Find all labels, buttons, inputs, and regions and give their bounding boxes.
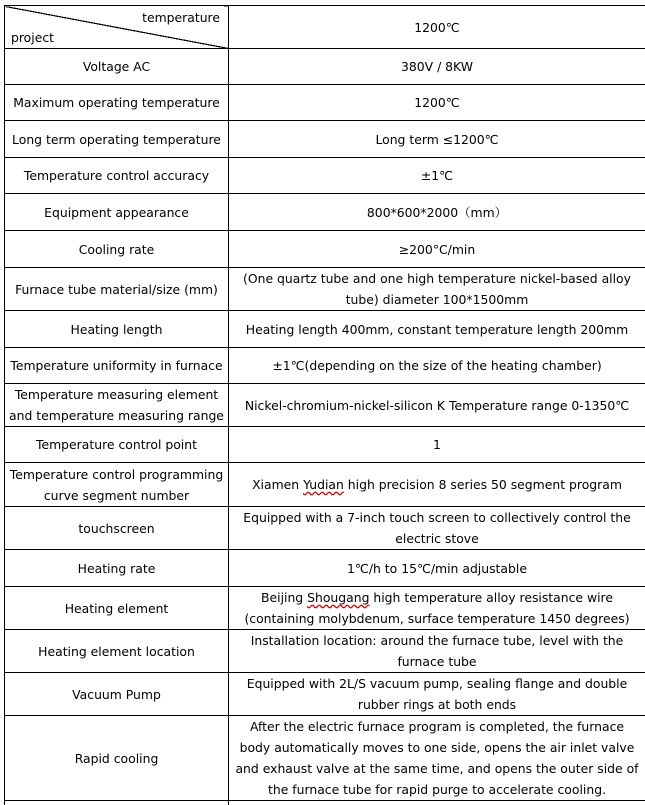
row-label: Furnace tube material/size (mm) — [5, 268, 229, 311]
table-row — [5, 463, 645, 507]
row-label: Vacuum Pump — [5, 673, 229, 716]
row-value: ≥200°C/min — [229, 231, 645, 268]
row-value: Equipped with a 7-inch touch screen to collectively control the electric stove — [229, 507, 645, 550]
row-label: Heating element location — [5, 630, 229, 673]
row-label: Voltage AC — [5, 49, 229, 85]
table-header-row — [5, 6, 645, 49]
row-value: After the electric furnace program is completed, the furnace body automatically moves to one side, opens the air inlet valve and exhaust valve at the same time, and opens the outer side of the furnace tube for rapid purge to accelerate cooling. — [229, 716, 645, 801]
row-label: Temperature control point — [5, 427, 229, 463]
row-value — [229, 587, 645, 630]
row-label: Rapid cooling — [5, 716, 229, 801]
table-row — [5, 427, 645, 463]
value-text: Xiamen — [252, 477, 303, 492]
table-row — [5, 85, 645, 121]
spec-table — [4, 5, 645, 805]
row-value: Nickel-chromium-nickel-silicon K Temperature range 0-1350℃ — [229, 384, 645, 427]
value-text: high precision 8 series 50 segment program — [344, 477, 622, 492]
table-row — [5, 268, 645, 311]
table-row — [5, 231, 645, 268]
value-text: Beijing — [261, 590, 307, 605]
row-value: ±1℃ — [229, 158, 645, 194]
row-label: Temperature control programming curve segment number — [5, 463, 229, 507]
row-label: Heating element — [5, 587, 229, 630]
row-value: 800*600*2000（mm） — [229, 194, 645, 231]
table-row — [5, 550, 645, 587]
row-label: Temperature measuring element and temperature measuring range — [5, 384, 229, 427]
row-value: Equipped with 2L/S vacuum pump, sealing flange and double rubber rings at both ends — [229, 673, 645, 716]
row-value: Heating length 400mm, constant temperature length 200mm — [229, 311, 645, 348]
table-row — [5, 348, 645, 384]
row-value — [229, 463, 645, 507]
table-row — [5, 587, 645, 630]
row-value: 380V / 8KW — [229, 49, 645, 85]
row-label: Temperature control accuracy — [5, 158, 229, 194]
row-label: Long term operating temperature — [5, 121, 229, 158]
row-value: 1℃/h to 15℃/min adjustable — [229, 550, 645, 587]
spellcheck-flagged-word: Shougang — [307, 590, 369, 605]
spellcheck-flagged-word: Yudian — [303, 477, 344, 492]
table-row — [5, 507, 645, 550]
row-value: Long term ≤1200℃ — [229, 121, 645, 158]
table-row — [5, 311, 645, 348]
value-text: high temperature alloy resistance wire (containing molybdenum, surface temperature 1450 degrees) — [244, 590, 629, 626]
row-label: Heating length — [5, 311, 229, 348]
table-row — [5, 194, 645, 231]
header-corner-bottom: project — [11, 27, 54, 48]
row-label: Temperature uniformity in furnace — [5, 348, 229, 384]
table-row — [5, 121, 645, 158]
row-label: Equipment appearance — [5, 194, 229, 231]
row-label: Cooling rate — [5, 231, 229, 268]
row-label: Heating rate — [5, 550, 229, 587]
table-row — [5, 384, 645, 427]
row-value: 1200℃ — [229, 85, 645, 121]
table-row — [5, 49, 645, 85]
row-label: Maximum operating temperature — [5, 85, 229, 121]
table-row — [5, 630, 645, 673]
row-label: touchscreen — [5, 507, 229, 550]
diagonal-header-cell — [5, 6, 229, 49]
header-value: 1200℃ — [229, 6, 645, 49]
row-value: 1 — [229, 427, 645, 463]
row-value: Installation location: around the furnace tube, level with the furnace tube — [229, 630, 645, 673]
table-row-cutoff — [5, 801, 645, 805]
table-row — [5, 716, 645, 801]
table-row — [5, 673, 645, 716]
row-value: (One quartz tube and one high temperature nickel-based alloy tube) diameter 100*1500mm — [229, 268, 645, 311]
header-corner-top: temperature — [142, 7, 220, 28]
table-row — [5, 158, 645, 194]
row-value: ±1℃(depending on the size of the heating chamber) — [229, 348, 645, 384]
